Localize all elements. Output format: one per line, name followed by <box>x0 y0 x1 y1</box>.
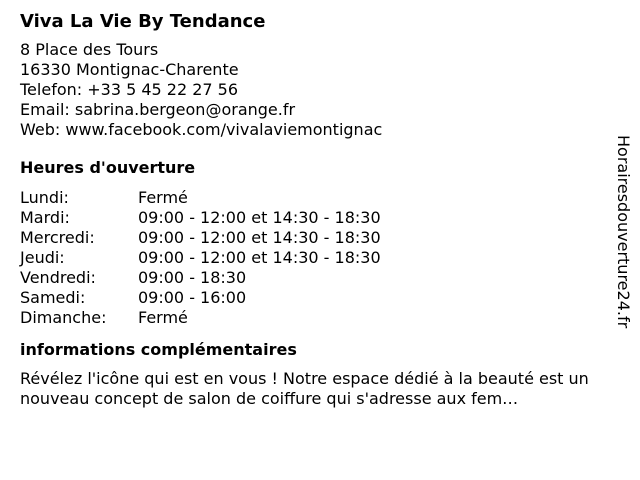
day-label: Dimanche: <box>20 308 107 327</box>
brand-text: Horairesdouverture24.fr <box>614 135 633 329</box>
address-street: 8 Place des Tours <box>20 40 159 59</box>
hours-row <box>20 288 381 308</box>
hours-row <box>20 268 381 288</box>
day-hours: 09:00 - 16:00 <box>138 288 247 307</box>
hours-row <box>20 308 381 328</box>
email-line: Email: sabrina.bergeon@orange.fr <box>20 100 296 119</box>
hours-row <box>20 188 381 208</box>
hours-row <box>20 208 381 228</box>
hours-row <box>20 248 381 268</box>
day-hours: 09:00 - 12:00 et 14:30 - 18:30 <box>138 248 381 267</box>
day-hours: 09:00 - 12:00 et 14:30 - 18:30 <box>138 228 381 247</box>
info-description: Révélez l'icône qui est en vous ! Notre espace dédié à la beauté est un nouveau concept de salon de coiffure qui s'adresse aux fem… <box>20 369 589 408</box>
hours-row <box>20 228 381 248</box>
day-label: Lundi: <box>20 188 69 207</box>
day-label: Samedi: <box>20 288 86 307</box>
phone-line: Telefon: +33 5 45 22 27 56 <box>20 80 239 99</box>
day-hours: Fermé <box>138 308 188 327</box>
address-block <box>20 40 620 140</box>
address-city: 16330 Montignac-Charente <box>20 60 239 79</box>
day-hours: 09:00 - 18:30 <box>138 268 247 287</box>
day-label: Mercredi: <box>20 228 95 247</box>
business-name: Viva La Vie By Tendance <box>20 11 266 32</box>
info-heading: informations complémentaires <box>20 340 297 359</box>
hours-heading: Heures d'ouverture <box>20 158 196 177</box>
business-card <box>20 10 620 409</box>
day-label: Vendredi: <box>20 268 96 287</box>
day-hours: Fermé <box>138 188 188 207</box>
hours-table <box>20 188 381 328</box>
brand-watermark <box>612 135 634 375</box>
day-label: Mardi: <box>20 208 70 227</box>
day-label: Jeudi: <box>20 248 65 267</box>
web-line: Web: www.facebook.com/vivalaviemontignac <box>20 120 383 139</box>
day-hours: 09:00 - 12:00 et 14:30 - 18:30 <box>138 208 381 227</box>
